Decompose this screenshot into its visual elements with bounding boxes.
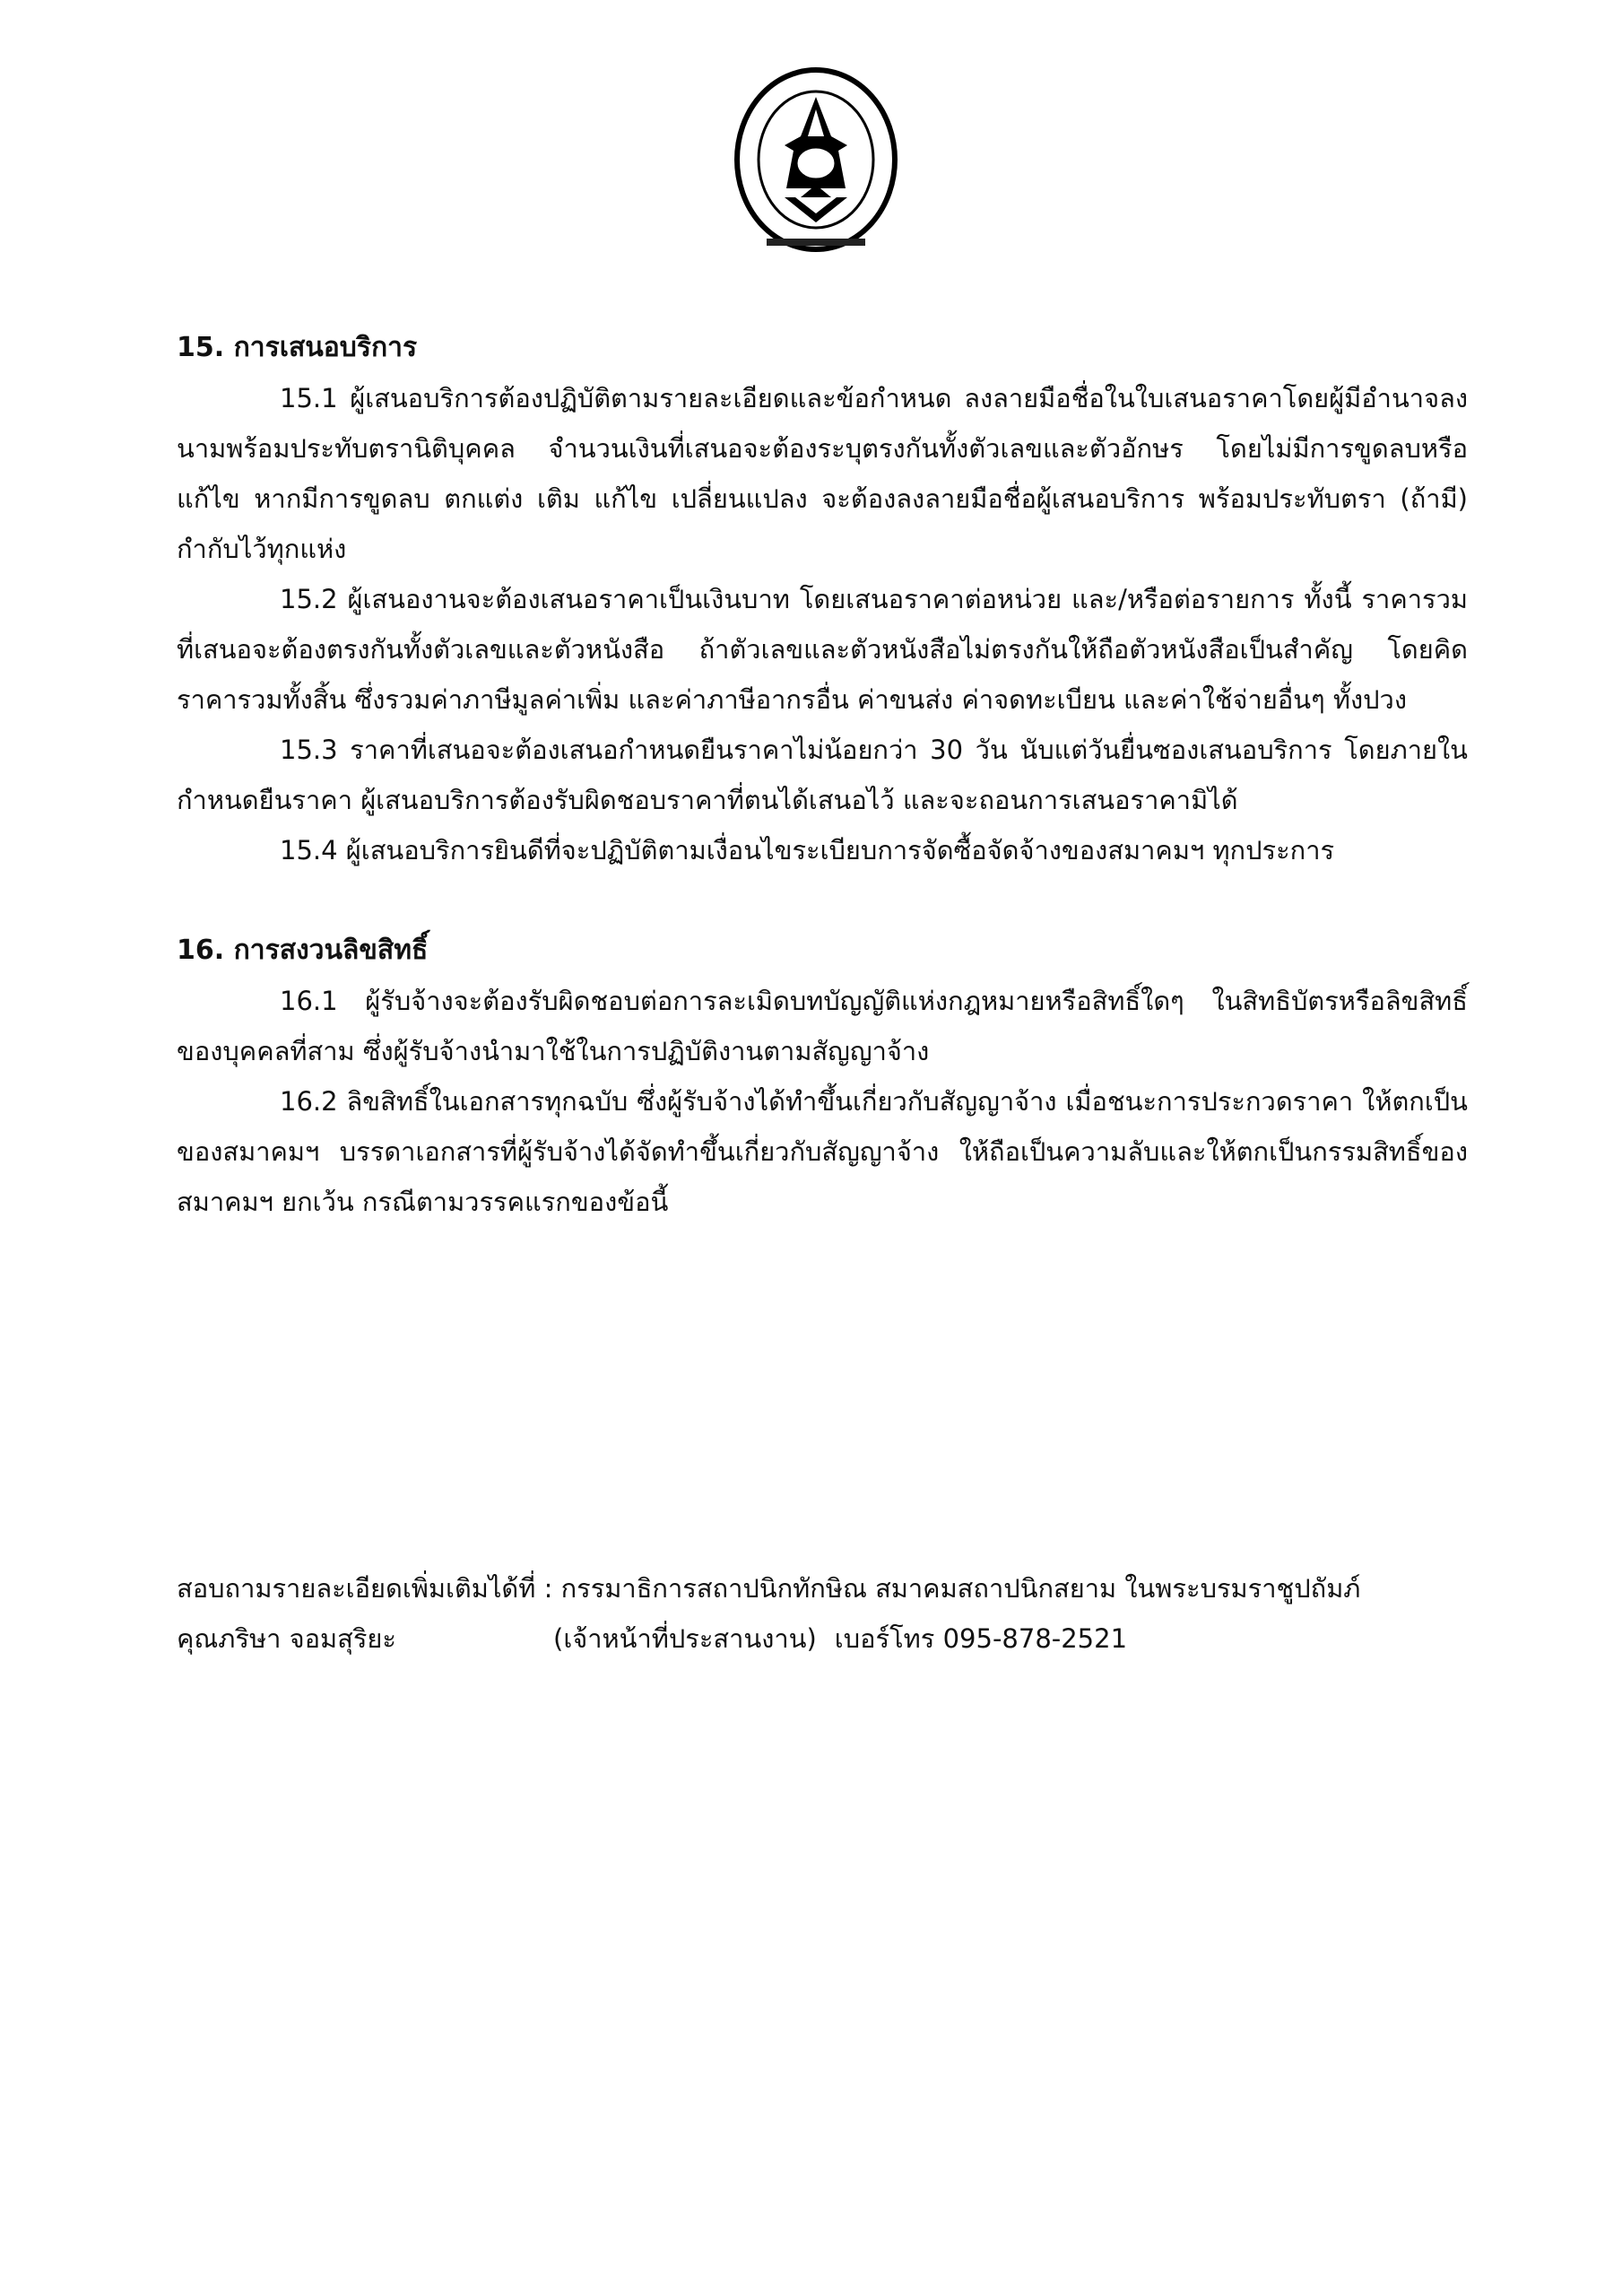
- section-heading: 15. การเสนอบริการ: [177, 332, 418, 363]
- contact-line-2: [177, 1613, 1486, 1664]
- section-heading: 16. การสงวนลิขสิทธิ์: [177, 935, 429, 966]
- contact-phone: เบอร์โทร 095-878-2521: [834, 1623, 1128, 1654]
- contact-info: [177, 1563, 1486, 1664]
- contact-line-1: สอบถามรายละเอียดเพิ่มเติมได้ที่ : กรรมาธิการสถาปนิกทักษิณ สมาคมสถาปนิกสยาม ในพระบรมราชูปถัมภ์: [177, 1573, 1361, 1604]
- section-15: [177, 323, 1468, 875]
- seal-icon: [731, 63, 901, 260]
- paragraph-15-4: 15.4 ผู้เสนอบริการยินดีที่จะปฏิบัติตามเงื่อนไขระเบียบการจัดซื้อจัดจ้างของสมาคมฯ ทุกประการ: [280, 835, 1335, 865]
- document-body: [177, 323, 1468, 1227]
- paragraph-16-1: 16.1 ผู้รับจ้างจะต้องรับผิดชอบต่อการละเมิดบทบัญญัติแห่งกฎหมายหรือสิทธิ์ใดๆ ในสิทธิบัตรหรือลิขสิทธิ์ของบุคคลที่สาม ซึ่งผู้รับจ้างนำมาใช้ในการปฏิบัติงานตามสัญญาจ้าง: [177, 986, 1468, 1066]
- section-16: [177, 926, 1468, 1227]
- paragraph-15-3: 15.3 ราคาที่เสนอจะต้องเสนอกำหนดยืนราคาไม่น้อยกว่า 30 วัน นับแต่วันยื่นซองเสนอบริการ โดยภายในกำหนดยืนราคา ผู้เสนอบริการต้องรับผิดชอบราคาที่ตนได้เสนอไว้ และจะถอนการเสนอราคามิได้: [177, 735, 1468, 815]
- association-seal-logo: [731, 63, 901, 260]
- paragraph-16-2: 16.2 ลิขสิทธิ์ในเอกสารทุกฉบับ ซึ่งผู้รับจ้างได้ทำขึ้นเกี่ยวกับสัญญาจ้าง เมื่อชนะการประกวดราคา ให้ตกเป็นของสมาคมฯ บรรดาเอกสารที่ผู้รับจ้างได้จัดทำขึ้นเกี่ยวกับสัญญาจ้าง ให้ถือเป็นความลับและให้ตกเป็นกรรมสิทธิ์ของสมาคมฯ ยกเว้น กรณีตามวรรคแรกของข้อนี้: [177, 1086, 1468, 1217]
- paragraph-15-1: 15.1 ผู้เสนอบริการต้องปฏิบัติตามรายละเอียดและข้อกำหนด ลงลายมือชื่อในใบเสนอราคาโดยผู้มีอำนาจลงนามพร้อมประทับตรานิติบุคคล จำนวนเงินที่เสนอจะต้องระบุตรงกันทั้งตัวเลขและตัวอักษร โดยไม่มีการขูดลบหรือแก้ไข หากมีการขูดลบ ตกแต่ง เติม แก้ไข เปลี่ยนแปลง จะต้องลงลายมือชื่อผู้เสนอบริการ พร้อมประทับตรา (ถ้ามี) กำกับไว้ทุกแห่ง: [177, 383, 1468, 564]
- contact-name: คุณภริษา จอมสุริยะ: [177, 1623, 396, 1654]
- contact-role: (เจ้าหน้าที่ประสานงาน): [553, 1623, 817, 1654]
- paragraph-15-2: 15.2 ผู้เสนองานจะต้องเสนอราคาเป็นเงินบาท โดยเสนอราคาต่อหน่วย และ/หรือต่อรายการ ทั้งนี้ ราคารวมที่เสนอจะต้องตรงกันทั้งตัวเลขและตัวหนังสือ ถ้าตัวเลขและตัวหนังสือไม่ตรงกันให้ถือตัวหนังสือเป็นสำคัญ โดยคิดราคารวมทั้งสิ้น ซึ่งรวมค่าภาษีมูลค่าเพิ่ม และค่าภาษีอากรอื่น ค่าขนส่ง ค่าจดทะเบียน และค่าใช้จ่ายอื่นๆ ทั้งปวง: [177, 584, 1468, 715]
